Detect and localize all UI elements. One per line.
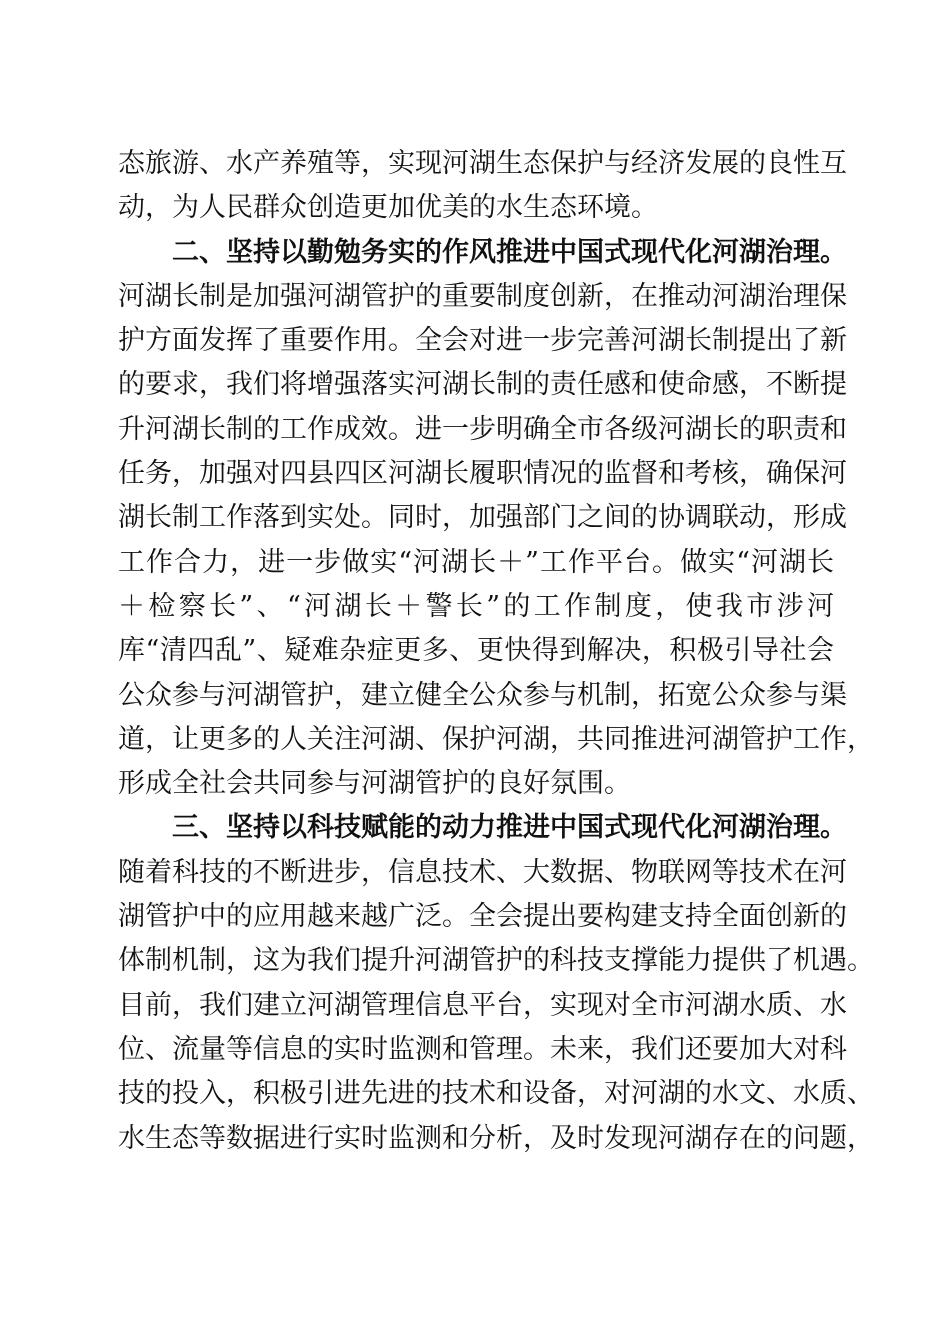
text-line: 道，让更多的人关注河湖、保护河湖，共同推进河湖管护工作，	[118, 723, 874, 755]
text-line: 态旅游、水产养殖等，实现河湖生态保护与经济发展的良性互	[118, 148, 847, 179]
section-heading: 二、坚持以勤勉务实的作风推进中国式现代化河湖治理。	[172, 236, 847, 268]
text-line: 随着科技的不断进步，信息技术、大数据、物联网等技术在河	[118, 856, 847, 888]
text-line: 的要求，我们将增强落实河湖长制的责任感和使命感，不断提	[118, 369, 847, 401]
text-line: 形成全社会共同参与河湖管护的良好氛围。	[118, 768, 631, 800]
section-heading: 三、坚持以科技赋能的动力推进中国式现代化河湖治理。	[172, 812, 847, 844]
text-line: 体制机制，这为我们提升河湖管护的科技支撑能力提供了机遇。	[118, 945, 874, 977]
text-line: 目前，我们建立河湖管理信息平台，实现对全市河湖水质、水	[118, 989, 847, 1021]
text-line: 任务，加强对四县四区河湖长履职情况的监督和考核，确保河	[118, 458, 847, 490]
text-line: 公众参与河湖管护，建立健全公众参与机制，拓宽公众参与渠	[118, 679, 847, 711]
text-line: 技的投入，积极引进先进的技术和设备，对河湖的水文、水质、	[118, 1078, 874, 1110]
text-line: 动，为人民群众创造更加优美的水生态环境。	[118, 192, 658, 224]
text-line: 位、流量等信息的实时监测和管理。未来，我们还要加大对科	[118, 1033, 847, 1065]
text-line: 护方面发挥了重要作用。全会对进一步完善河湖长制提出了新	[118, 325, 847, 357]
text-line: 河湖长制是加强河湖管护的重要制度创新，在推动河湖治理保	[118, 280, 847, 312]
text-line: 工作合力，进一步做实“河湖长＋”工作平台。做实“河湖长	[118, 546, 834, 578]
text-line: ＋检察长”、“河湖长＋警长”的工作制度，使我市涉河	[118, 590, 834, 622]
text-line: 库“清四乱”、疑难杂症更多、更快得到解决，积极引导社会	[118, 635, 834, 667]
text-line: 升河湖长制的工作成效。进一步明确全市各级河湖长的职责和	[118, 413, 847, 445]
text-line: 水生态等数据进行实时监测和分析，及时发现河湖存在的问题，	[118, 1122, 874, 1154]
text-line: 湖长制工作落到实处。同时，加强部门之间的协调联动，形成	[118, 502, 847, 534]
text-line: 湖管护中的应用越来越广泛。全会提出要构建支持全面创新的	[118, 901, 847, 933]
document-body	[118, 142, 874, 1161]
